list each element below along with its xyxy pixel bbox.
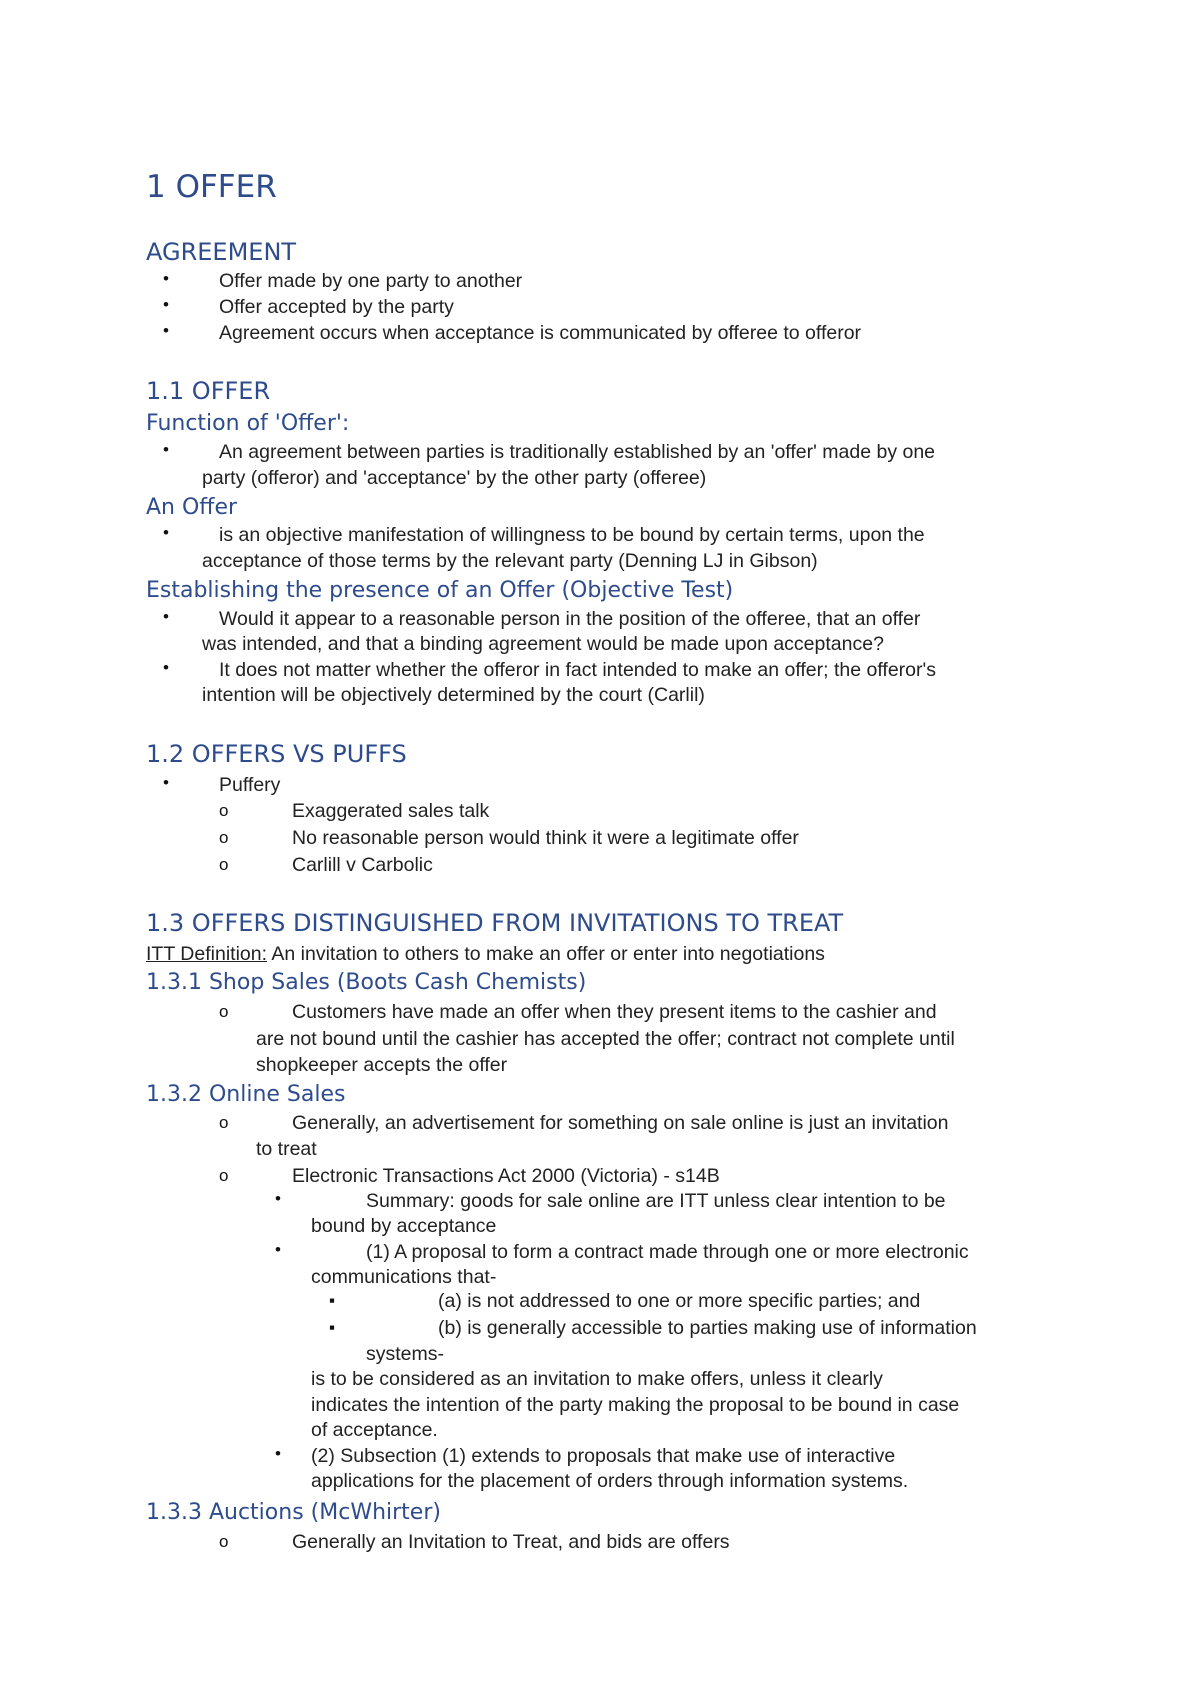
bullet-disc: • xyxy=(163,523,169,542)
online-summary-line-1: Summary: goods for sale online are ITT unless clear intention to be xyxy=(366,1190,946,1212)
auctions-heading: 1.3.3 Auctions (McWhirter) xyxy=(146,1500,441,1525)
bullet-disc: • xyxy=(275,1189,281,1208)
objective-item-2-line-1: It does not matter whether the offeror in fact intended to make an offer; the offeror's xyxy=(219,659,936,681)
bullet-disc: • xyxy=(163,440,169,459)
bullet-disc: • xyxy=(163,607,169,626)
online-proposal-line-1: (1) A proposal to form a contract made through one or more electronic xyxy=(366,1241,969,1263)
shop-sales-heading: 1.3.1 Shop Sales (Boots Cash Chemists) xyxy=(146,970,587,995)
function-item-line-1: An agreement between parties is traditionally established by an 'offer' made by one xyxy=(219,441,936,463)
itt-definition xyxy=(146,945,825,965)
online-item-1-line-1: Generally, an advertisement for something on sale online is just an invitation xyxy=(292,1112,949,1134)
an-offer-heading: An Offer xyxy=(146,495,238,520)
page-title: 1 OFFER xyxy=(146,169,277,205)
bullet-disc: • xyxy=(163,773,169,792)
online-sub-b-line-1: (b) is generally accessible to parties making use of information xyxy=(438,1317,977,1339)
section-1-3-heading: 1.3 OFFERS DISTINGUISHED FROM INVITATIONS TO TREAT xyxy=(146,909,844,937)
bullet-circle: o xyxy=(219,1002,229,1021)
bullet-circle: o xyxy=(219,1166,229,1185)
agreement-item-3: Agreement occurs when acceptance is communicated by offeree to offeror xyxy=(219,322,862,344)
puffery-subitem-1: Exaggerated sales talk xyxy=(292,800,490,822)
online-subsection-2-line-2: applications for the placement of orders through information systems. xyxy=(311,1470,909,1492)
objective-item-2-line-2: intention will be objectively determined by the court (Carlil) xyxy=(202,684,705,706)
bullet-disc: • xyxy=(163,321,169,340)
bullet-square: ▪ xyxy=(329,1291,336,1310)
online-item-1-line-2: to treat xyxy=(256,1138,317,1160)
an-offer-line-1: is an objective manifestation of willingness to be bound by certain terms, upon the xyxy=(219,524,925,546)
online-continuation-line-2: indicates the intention of the party making the proposal to be bound in case xyxy=(311,1394,960,1416)
an-offer-line-2: acceptance of those terms by the relevant party (Denning LJ in Gibson) xyxy=(202,550,818,572)
online-sub-a: (a) is not addressed to one or more specific parties; and xyxy=(438,1290,921,1312)
bullet-circle: o xyxy=(219,1532,229,1551)
objective-item-1-line-2: was intended, and that a binding agreement would be made upon acceptance? xyxy=(202,633,884,655)
itt-definition-label: ITT Definition: xyxy=(146,943,268,965)
auctions-item: Generally an Invitation to Treat, and bids are offers xyxy=(292,1531,730,1553)
itt-definition-text: An invitation to others to make an offer or enter into negotiations xyxy=(267,943,825,965)
puffery-subitem-3: Carlill v Carbolic xyxy=(292,854,433,876)
agreement-item-2: Offer accepted by the party xyxy=(219,296,454,318)
agreement-heading: AGREEMENT xyxy=(146,238,297,266)
objective-test-heading: Establishing the presence of an Offer (Objective Test) xyxy=(146,578,734,603)
agreement-item-1: Offer made by one party to another xyxy=(219,270,523,292)
bullet-disc: • xyxy=(163,269,169,288)
shop-sales-line-2: are not bound until the cashier has accepted the offer; contract not complete until xyxy=(256,1028,955,1050)
online-sales-heading: 1.3.2 Online Sales xyxy=(146,1082,346,1107)
online-summary-line-2: bound by acceptance xyxy=(311,1215,497,1237)
online-proposal-line-2: communications that- xyxy=(311,1266,497,1288)
function-of-offer-heading: Function of 'Offer': xyxy=(146,411,350,436)
bullet-disc: • xyxy=(163,658,169,677)
bullet-circle: o xyxy=(219,855,229,874)
bullet-circle: o xyxy=(219,801,229,820)
section-1-2-heading: 1.2 OFFERS VS PUFFS xyxy=(146,740,407,768)
puffery-item: Puffery xyxy=(219,774,281,796)
puffery-subitem-2: No reasonable person would think it were a legitimate offer xyxy=(292,827,799,849)
online-item-2: Electronic Transactions Act 2000 (Victoria) - s14B xyxy=(292,1165,720,1187)
bullet-square: ▪ xyxy=(329,1318,336,1337)
online-subsection-2-line-1: (2) Subsection (1) extends to proposals that make use of interactive xyxy=(311,1445,896,1467)
bullet-disc: • xyxy=(163,295,169,314)
online-continuation-line-1: is to be considered as an invitation to make offers, unless it clearly xyxy=(311,1368,883,1390)
shop-sales-line-1: Customers have made an offer when they present items to the cashier and xyxy=(292,1001,937,1023)
bullet-disc: • xyxy=(275,1240,281,1259)
bullet-circle: o xyxy=(219,828,229,847)
section-1-1-heading: 1.1 OFFER xyxy=(146,377,271,405)
bullet-disc: • xyxy=(275,1444,281,1463)
shop-sales-line-3: shopkeeper accepts the offer xyxy=(256,1054,508,1076)
bullet-circle: o xyxy=(219,1113,229,1132)
function-item-line-2: party (offeror) and 'acceptance' by the other party (offeree) xyxy=(202,467,707,489)
objective-item-1-line-1: Would it appear to a reasonable person in the position of the offeree, that an offer xyxy=(219,608,921,630)
online-continuation-line-3: of acceptance. xyxy=(311,1419,438,1441)
online-sub-b-line-2: systems- xyxy=(366,1343,444,1365)
